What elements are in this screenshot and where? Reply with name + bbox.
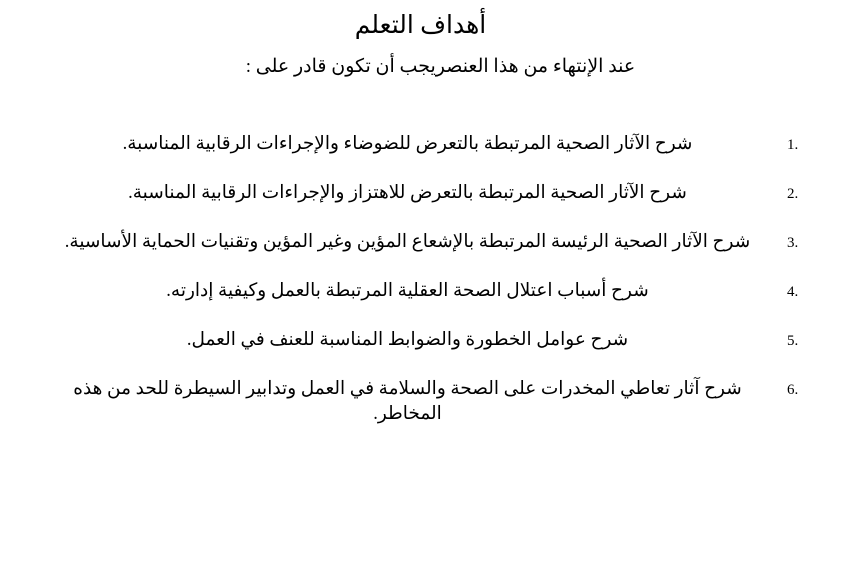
list-item-text: شرح أسباب اعتلال الصحة العقلية المرتبطة بالعمل وكيفية إدارته. bbox=[166, 280, 649, 301]
list-item bbox=[28, 377, 813, 427]
list-item-text: شرح عوامل الخطورة والضوابط المناسبة للعنف في العمل. bbox=[186, 329, 629, 350]
intro-text: عند الإنتهاء من هذا العنصريجب أن تكون قادر على : bbox=[245, 56, 636, 78]
list-item-text: شرح الآثار الصحية الرئيسة المرتبطة بالإشعاع المؤين وغير المؤين وتقنيات الحماية الأساسية. bbox=[64, 231, 751, 252]
list-item bbox=[28, 181, 813, 206]
list-item-number: 4. bbox=[787, 283, 799, 300]
list-item-number: 6. bbox=[787, 381, 799, 398]
list-item-text: شرح الآثار الصحية المرتبطة بالتعرض للاهتزاز والإجراءات الرقابية المناسبة. bbox=[128, 182, 687, 203]
list-item bbox=[28, 132, 813, 157]
list-item bbox=[28, 230, 813, 255]
learning-objectives-list bbox=[28, 132, 813, 427]
list-item-number: 5. bbox=[787, 332, 799, 349]
list-item bbox=[28, 279, 813, 304]
list-item-text: شرح الآثار الصحية المرتبطة بالتعرض للضوضاء والإجراءات الرقابية المناسبة. bbox=[122, 133, 693, 154]
list-item-number: 3. bbox=[787, 234, 799, 251]
list-item-number: 2. bbox=[787, 185, 799, 202]
page-title: أهداف التعلم bbox=[354, 12, 487, 39]
list-item-number: 1. bbox=[787, 136, 799, 153]
list-item bbox=[28, 328, 813, 353]
list-item-text: شرح آثار تعاطي المخدرات على الصحة والسلامة في العمل وتدابير السيطرة للحد من هذه المخاطر. bbox=[73, 378, 742, 424]
